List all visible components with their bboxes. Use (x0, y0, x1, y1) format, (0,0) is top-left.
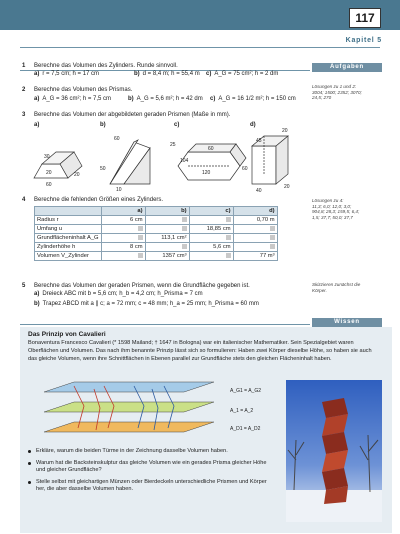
blank-cell (270, 226, 275, 231)
fig-label-b: b) (100, 122, 106, 128)
blank-cell (182, 244, 187, 249)
dim-b-10: 10 (116, 187, 122, 193)
blank-cell (270, 235, 275, 240)
wissen-text: Bonaventura Francesco Cavalieri (* 1598 Mailand; † 1647 in Bologna) war ein italienischer Mathematiker. Sein Spezialgebiet waren Oberflächen und Volumen. Das nach ihm benannte Prinzip lässt sich so formulieren: Haben zwei Körper dieselbe Höhe, so haben sie auch das gleiche Volumen, wenn ihre Schnittflächen in Ebenen parallel zur Grundfläche stets den gleichen Flächeninhalt haben. (28, 340, 372, 362)
blank-cell (138, 235, 143, 240)
dim-d-20: 20 (282, 128, 288, 134)
bullet-2: Warum hat die Backsteinskulptur das gleiche Volumen wie ein gerades Prisma gleicher Höhe und gleicher Grundfläche? (36, 460, 276, 475)
dim-c-25: 25 (170, 142, 176, 148)
exercise-2a: a) A_G = 36 cm²; h = 7,5 cm (34, 96, 112, 102)
prism-a (34, 152, 82, 188)
exercise-1c: c) A_G = 75 cm²; h = 2 dm (206, 71, 279, 77)
prism-d (242, 128, 290, 194)
header-bar (0, 0, 400, 30)
wissen-rule (20, 324, 310, 325)
dim-a-20b: 20 (74, 172, 80, 178)
dim-d-20b: 20 (284, 184, 290, 190)
aufgaben-tag: Aufgaben (312, 63, 382, 72)
blank-cell (182, 217, 187, 222)
bullet-1: Erkläre, warum die beiden Türme in der Zeichnung dasselbe Volumen haben. (36, 448, 276, 455)
dim-c-104: 104 (180, 158, 189, 164)
dim-d-60: 60 (242, 166, 248, 172)
plane-middle (44, 402, 214, 412)
col-b: b) (145, 207, 189, 216)
sidenote-solutions-1-2: Lösungen zu 1 und 2: 3004; 1500; 2352; 3070; 24,5; 270 (312, 84, 362, 101)
wissen-tag: Wissen (312, 318, 382, 327)
exercise-5b: b) Trapez ABCD mit a ∥ c; a = 72 mm; c = 48 mm; h_a = 25 mm; h_Prisma = 60 mm (34, 301, 259, 307)
exercise-2c: c) A_G = 16 1/2 m²; h = 150 cm (210, 96, 296, 102)
fig-label-d: d) (250, 122, 256, 128)
table-row: Umfang u 18,85 cm (35, 225, 278, 234)
dim-d-40: 40 (256, 188, 262, 194)
exercise-2b: b) A_G = 5,6 m²; h = 42 dm (128, 96, 203, 102)
fig-label-c: c) (174, 122, 180, 128)
blank-cell (270, 244, 275, 249)
eq-top: A_G1 = A_G2 (230, 388, 261, 394)
sidenote-hint-5: Skizzieren zunächst die Körper. (312, 282, 361, 293)
brick-sculpture-photo (286, 380, 382, 522)
sidenote-solutions-4: Lösungen zu 4: 11,3; 6,0; 12,0; 3,0; 904,8; 28,3; 159,5; 6,4; 1,5; 37,7; 50,0; 37,7 (312, 198, 360, 220)
table-row: Radius r 6 cm 0,70 m (35, 216, 278, 225)
col-d: d) (233, 207, 277, 216)
fig-label-a: a) (34, 122, 40, 128)
eq-bottom: A_D1 = A_D2 (230, 426, 261, 432)
table-row: Grundflächeninhalt A_G 113,1 cm² (35, 234, 278, 243)
blank-cell (182, 226, 187, 231)
col-c: c) (189, 207, 233, 216)
blank-cell (138, 226, 143, 231)
exercise-5a: a) Dreieck ABC mit b = 5,6 cm; h_b = 4,2 cm; h_Prisma = 7 cm (34, 291, 203, 297)
dim-a-30: 30 (44, 154, 50, 160)
exercise-1a: a) r = 7,5 cm; h = 17 cm (34, 71, 100, 77)
plane-bottom (44, 422, 214, 432)
dim-a-60: 60 (46, 182, 52, 188)
table-row: Volumen V_Zylinder 1357 cm³ 77 m³ (35, 252, 278, 261)
cylinder-table (34, 206, 278, 261)
cavalieri-diagram (34, 374, 284, 442)
exercise-1b: b) d = 8,4 m; h = 55,4 m (134, 71, 200, 77)
col-a: a) (101, 207, 145, 216)
eq-middle: A_1 = A_2 (230, 408, 254, 414)
blank-cell (226, 217, 231, 222)
bullet-3: Stelle selbst mit gleichartigen Münzen oder Bierdeckeln unterschiedliche Prismen und Körper her, die aber dasselbe Volumen haben. (36, 479, 276, 494)
dim-b-50: 50 (100, 166, 106, 172)
dim-b-60: 60 (114, 136, 120, 142)
blank-cell (138, 253, 143, 258)
table-header-row (35, 207, 278, 216)
wissen-title: Das Prinzip von Cavalieri (28, 331, 106, 338)
dim-c-120: 120 (202, 170, 211, 176)
dim-d-45: 45 (256, 138, 262, 144)
blank-cell (226, 235, 231, 240)
dim-a-20: 20 (46, 170, 52, 176)
brick-tower (322, 398, 348, 504)
dim-c-60: 60 (208, 146, 214, 152)
prism-c (170, 142, 246, 180)
table-row: Zylinderhöhe h 8 cm 5,6 cm (35, 243, 278, 252)
page-number: 117 (349, 8, 381, 28)
prism-figures (30, 126, 300, 194)
chapter-label: Kapitel 5 (345, 37, 382, 44)
blank-cell (226, 253, 231, 258)
prism-b (100, 136, 150, 193)
chapter-rule (20, 47, 380, 48)
plane-top (44, 382, 214, 392)
